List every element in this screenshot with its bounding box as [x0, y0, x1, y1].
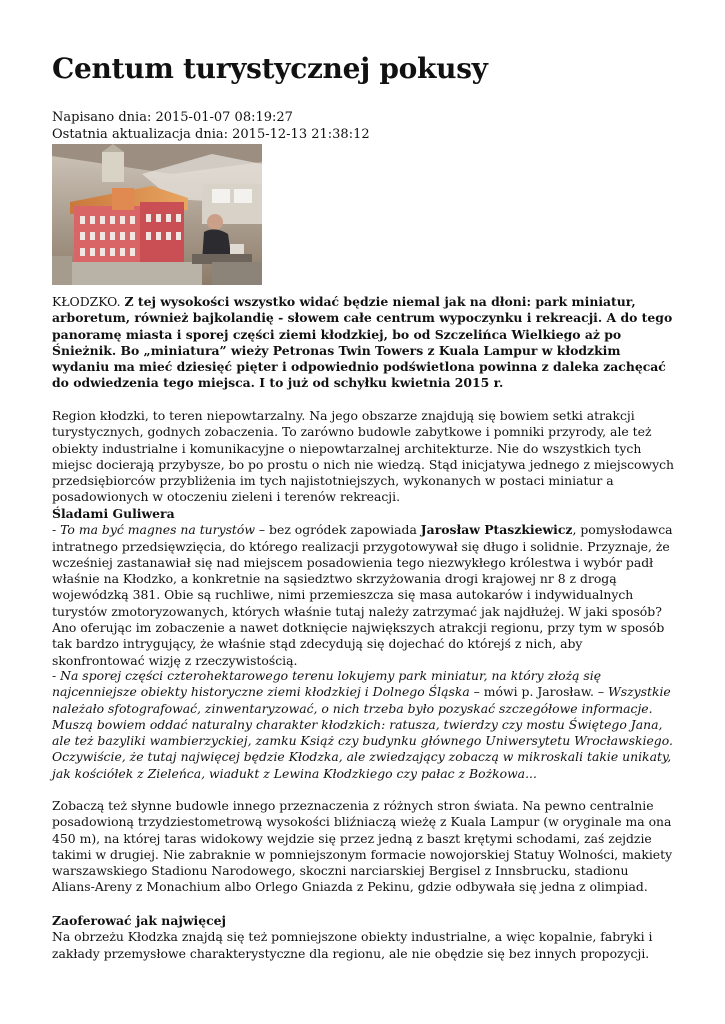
updated-date: Ostatnia aktualizacja dnia: 2015-12-13 21:38:12	[52, 127, 370, 142]
section-2	[52, 913, 674, 962]
article-lead	[52, 294, 674, 392]
paragraph-1: Region kłodzki, to teren niepowtarzalny. Na jego obszarze znajdują się bowiem setki atrakcji turystycznych, godnych zobaczenia. To zarówno budowle zabytkowe i pomniki przyrody, ale też obiekty industrialne i komunikacyjne o niepowtarzalnej architekturze. Nie do wszystkich tych miejsc docierają przybysze, bo po prostu o nich nie wiedzą. Stąd inicjatywa jednego z miejscowych przedsiębiorców przybliżenia im tych najistotniejszych, wykonanych w postaci miniatur a posadowionych w otoczeniu zieleni i terenów rekreacji.	[52, 408, 675, 505]
paragraph-3	[52, 668, 674, 782]
p3-quote-2: Wszystkie należało sfotografować, zinwentaryzować, o nich trzeba było pozyskać szczegółowe informacje. Muszą bowiem oddać naturalny charakter kłodzkich: ratusza, twierdzy czy mostu Świętego Jana, ale też bazyliki wambierzyckiej, zamku Książ czy budynku głównego Uniwersytetu Wrocławskiego. Oczywiście, że tutaj najwięcej będzie Kłodzka, ale zwiedzający zobaczą w mikroskali takie unikaty, jak kościółek z Zieleńca, wiadukt z Lewina Kłodzkiego czy pałac z Bożkowa...	[52, 684, 673, 781]
p3-mid: – mówi p. Jarosław. –	[469, 684, 608, 700]
paragraph-4: Zobaczą też słynne budowle innego przeznaczenia z różnych stron świata. Na pewno centralnie posadowioną trzydziestometrową wysokości bliźniaczą wieżę z Kuala Lampur (w oryginale ma ona 450 m), na której taras widokowy wejdzie się przez jedną z baszt krętymi schodami, zaś zejdzie takimi w drugiej. Nie zabraknie w pomniejszonym formacie nowojorskiej Statuy Wolności, makiety warszawskiego Stadionu Narodowego, skoczni narciarskiej Bergisel z Innsbrucku, stadionu Alians-Areny z Monachium albo Orlego Gniazda z Pekinu, gdzie odbywała się jedna z olimpiad.	[52, 798, 673, 895]
p2-mid: – bez ogródek zapowiada	[254, 522, 421, 538]
section-heading-sladami-guliwera: Śladami Guliwera	[52, 506, 175, 521]
article-title: Centum turystycznej pokusy	[52, 52, 488, 85]
article-meta	[52, 109, 370, 143]
published-date: Napisano dnia: 2015-01-07 08:19:27	[52, 110, 293, 125]
p2-rest: , pomysłodawca intratnego przedsięwzięcia, do którego realizacji przygotowywał się długo i solidnie. Przyznaje, że wcześniej zastanawiał się nad miejscem posadowienia tego niezwykłego królestwa i wybór padł właśnie na Kłodzko, a konkretnie na sąsiedztwo skrzyżowania drogi krajowej nr 8 z drogą wojewódzką 381. Obie są ruchliwe, nimi przemieszcza się masa autokarów i indywidualnych turystów zmotoryzowanych, których właśnie tutaj należy zatrzymać jak najdłużej. W jaki sposób? Ano oferując im zobaczenie a nawet dotknięcie największych atrakcji regionu, przy tym w sposób tak bardzo intrygujący, że właśnie stąd zdecydują się dojechać do którejś z nich, aby skonfrontować wizję z rzeczywistością.	[52, 522, 673, 668]
p3-quote-1: - Na sporej części czterohektarowego terenu lokujemy park miniatur, na który złożą się najcenniejsze obiekty historyczne ziemi kłodzkiej i Dolnego Śląska	[52, 668, 602, 700]
section-heading-zaoferowac: Zaoferować jak najwięcej	[52, 913, 226, 928]
p2-quote: - To ma być magnes na turystów	[52, 522, 255, 538]
lead-place: KŁODZKO.	[52, 294, 125, 309]
section-1	[52, 506, 674, 669]
p2-name: Jarosław Ptaszkiewicz	[420, 522, 573, 538]
article-photo	[52, 144, 262, 285]
paragraph-2	[52, 522, 674, 669]
miniature-model-photo	[52, 144, 262, 285]
paragraph-5: Na obrzeżu Kłodzka znajdą się też pomniejszone obiekty industrialne, a więc kopalnie, fabryki i zakłady przemysłowe charakterystyczne dla regionu, ale nie obędzie się bez innych propozycji.	[52, 929, 653, 961]
lead-bold: Z tej wysokości wszystko widać będzie niemal jak na dłoni: park miniatur, arboretum, również bajkolandię - słowem całe centrum wypoczynku i rekreacji. A do tego panoramę miasta i sporej części ziemi kłodzkiej, bo od Szczelińca Wielkiego aż po Śnieżnik. Bo „miniatura” wieży Petronas Twin Towers z Kuala Lampur w kłodzkim wydaniu ma mieć dziesięć pięter i odpowiednio podświetlona powinna z daleka zachęcać do odwiedzenia tego miejsca. I to już od schyłku kwietnia 2015 r.	[52, 294, 673, 391]
